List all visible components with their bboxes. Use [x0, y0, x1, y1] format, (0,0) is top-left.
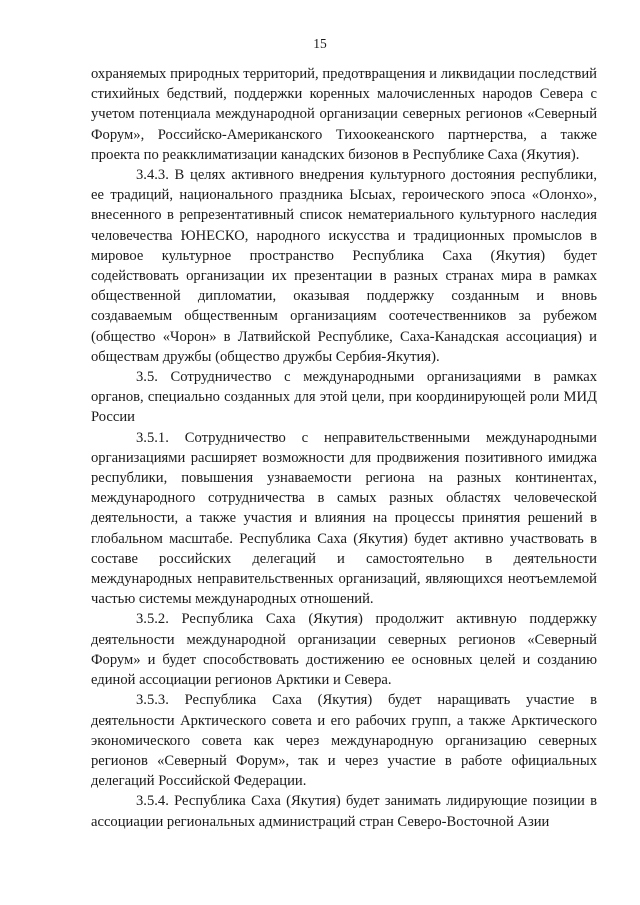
- document-body: [91, 64, 597, 832]
- page-number: 15: [313, 36, 327, 51]
- paragraph-3-4-3: 3.4.3. В целях активного внедрения культурного достояния республики, ее традиций, национального праздника Ысыах, героического эпоса «Олонхо», внесенного в репрезентативный список нематериального культурного наследия человечества ЮНЕСКО, народного искусства и традиционных промыслов в мировое культурное пространство Республика Саха (Якутия) будет содействовать организации их презентации в разных странах мира в рамках общественной дипломатии, оказывая поддержку созданным и вновь создаваемым общественным организациям соотечественников за рубежом (общество «Чорон» в Латвийской Республике, Саха-Канадская ассоциация) и обществам дружбы (общество дружбы Сербия-Якутия).: [91, 167, 597, 365]
- section-heading-3-5: 3.5. Сотрудничество с международными организациями в рамках органов, специально созданных для этой цели, при координирующей роли МИД России: [91, 369, 597, 426]
- paragraph-continuation: охраняемых природных территорий, предотвращения и ликвидации последствий стихийных бедствий, поддержки коренных малочисленных народов Севера с учетом потенциала международной организации северных регионов «Северный Форум», Российско-Американского Тихоокеанского партнерства, а также проекта по реакклиматизации канадских бизонов в Республике Саха (Якутия).: [91, 66, 597, 163]
- paragraph-3-5-4: 3.5.4. Республика Саха (Якутия) будет занимать лидирующие позиции в ассоциации региональных администраций стран Северо-Восточной Азии: [91, 793, 597, 830]
- paragraph-3-5-2: 3.5.2. Республика Саха (Якутия) продолжит активную поддержку деятельности международной организации северных регионов «Северный Форум» и будет способствовать достижению ее основных целей и созданию единой ассоциации регионов Арктики и Севера.: [91, 611, 597, 689]
- paragraph-3-5-3: 3.5.3. Республика Саха (Якутия) будет наращивать участие в деятельности Арктического совета и его рабочих групп, а также Арктического экономического совета как через международную организацию северных регионов «Северный Форум», так и через участие в работе официальных делегаций Российской Федерации.: [91, 692, 597, 790]
- paragraph-3-5-1: 3.5.1. Сотрудничество с неправительственными международными организациями расширяет возможности для продвижения позитивного имиджа республики, повышения узнаваемости региона на разных континентах, международного сотрудничества в самых разных областях человеческой деятельности, а также участия и влияния на процессы принятия решений в глобальном масштабе. Республика Саха (Якутия) будет активно участвовать в составе российских делегаций и самостоятельно в деятельности международных неправительственных организаций, являющихся неотъемлемой частью системы международных отношений.: [91, 429, 597, 608]
